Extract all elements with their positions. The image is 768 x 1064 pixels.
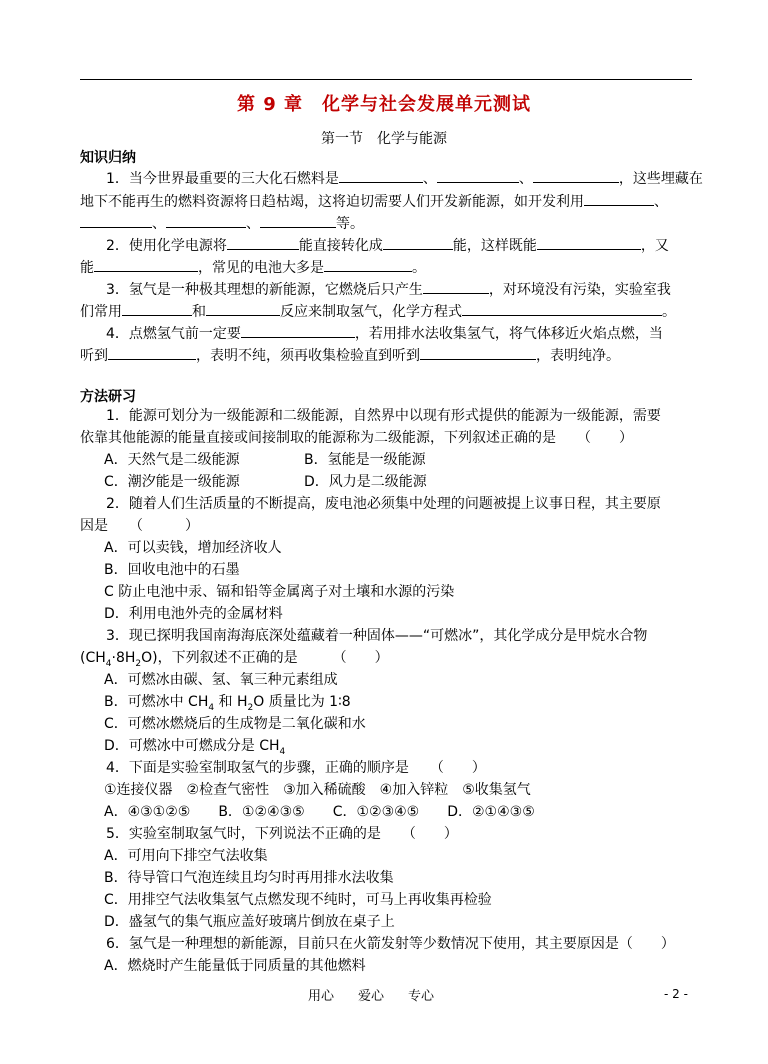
method-q3-option-b: B．可燃冰中 $CH_4$ 和 $H_2O$ 质量比为 1∶8 [104, 694, 351, 713]
method-q5-line1: 5．实验室制取氢气时，下列说法不正确的是 （ ） [106, 826, 458, 842]
method-q4-steps: ①连接仪器 ②检查气密性 ③加入稀硫酸 ④加入锌粒 ⑤收集氢气 [104, 782, 531, 798]
method-q4-options: A．④③①②⑤ B．①②④③⑤ C．①②③④⑤ D．②①④③⑤ [104, 804, 535, 820]
method-q5-option-a: A．可用向下排空气法收集 [104, 848, 268, 864]
method-q1-option-b: B．氢能是一级能源 [304, 452, 426, 468]
method-q4-line1: 4．下面是实验室制取氢气的步骤，正确的顺序是 （ ） [106, 760, 486, 776]
page-number: - 2 - [664, 987, 688, 1001]
footer-word-3: 专心 [408, 989, 435, 1004]
method-q6-line1: 6．氢气是一种理想的新能源，目前只在火箭发射等少数情况下使用，其主要原因是（ ） [106, 936, 675, 952]
method-q1-option-c: C．潮汐能是一级能源 [104, 474, 240, 490]
method-q1-line1: 1．能源可划分为一级能源和二级能源，自然界中以现有形式提供的能源为一级能源，需要 [106, 408, 661, 424]
method-q3-option-c: C．可燃冰燃烧后的生成物是二氧化碳和水 [104, 716, 366, 732]
knowledge-q1-line3: 、 、 等。 [80, 212, 364, 234]
method-q5-option-c: C．用排空气法收集氢气点燃发现不纯时，可马上再收集再检验 [104, 892, 492, 908]
method-q1-option-d: D．风力是二级能源 [304, 474, 427, 490]
method-q1-line2: 依靠其他能源的能量直接或间接制取的能源称为二级能源，下列叙述正确的是 （ ） [80, 430, 633, 446]
knowledge-q2-line2: 能 ，常见的电池大多是 。 [80, 256, 426, 278]
method-q3-option-d: D．可燃冰中可燃成分是 $CH_4$ [104, 738, 286, 757]
method-q3-line2: $(CH_4\cdot 8H_2O)$，下列叙述不正确的是 （ ） [80, 650, 389, 669]
footer-word-1: 用心 [308, 989, 335, 1004]
knowledge-q4-line2: 听到 ，表明不纯，须再收集检验直到听到 ，表明纯净。 [80, 344, 620, 366]
knowledge-heading: 知识归纳 [80, 150, 136, 166]
method-q2-option-a: A．可以卖钱，增加经济收人 [104, 540, 282, 556]
knowledge-q2-line1: 2．使用化学电源将 能直接转化成 能，这样既能 ，又 [106, 234, 669, 256]
method-q2-line2: 因是 （ ） [80, 518, 199, 534]
method-q2-line1: 2．随着人们生活质量的不断提高，废电池必须集中处理的问题被提上议事日程，其主要原 [106, 496, 661, 512]
method-q6-option-a: A．燃烧时产生能量低于同质量的其他燃料 [104, 958, 366, 974]
method-q1-option-a: A．天然气是二级能源 [104, 452, 240, 468]
header-rule [80, 79, 692, 80]
knowledge-q3-line1: 3．氢气是一种极其理想的新能源，它燃烧后只产生 ，对环境没有污染，实验室我 [106, 278, 671, 300]
method-q2-option-c: C 防止电池中汞、镉和铅等金属离子对土壤和水源的污染 [104, 584, 455, 600]
method-q5-option-b: B．待导管口气泡连续且均匀时再用排水法收集 [104, 870, 394, 886]
footer-word-2: 爱心 [358, 989, 385, 1004]
section-subtitle: 第一节 化学与能源 [321, 131, 447, 147]
knowledge-q1-line1: 1．当今世界最重要的三大化石燃料是 、 、 ，这些埋藏在 [106, 167, 703, 189]
method-q2-option-b: B．回收电池中的石墨 [104, 562, 240, 578]
method-q2-option-d: D．利用电池外壳的金属材料 [104, 606, 283, 622]
method-q3-option-a: A．可燃冰由碳、氢、氧三种元素组成 [104, 672, 338, 688]
knowledge-q1-line2: 地下不能再生的燃料资源将日趋枯竭，这将迫切需要人们开发新能源，如开发利用 、 [80, 190, 668, 212]
method-q3-line1: 3．现已探明我国南海海底深处蕴藏着一种固体——“可燃冰”，其化学成分是甲烷水合物 [106, 628, 648, 644]
knowledge-q3-line2: 们常用 和 反应来制取氢气，化学方程式 。 [80, 300, 676, 322]
knowledge-q4-line1: 4．点燃氢气前一定要 ，若用排水法收集氢气，将气体移近火焰点燃，当 [106, 322, 663, 344]
method-q5-option-d: D．盛氢气的集气瓶应盖好玻璃片倒放在桌子上 [104, 914, 395, 930]
document-title: 第 9 章 化学与社会发展单元测试 [236, 94, 532, 115]
methods-heading: 方法研习 [80, 389, 136, 405]
